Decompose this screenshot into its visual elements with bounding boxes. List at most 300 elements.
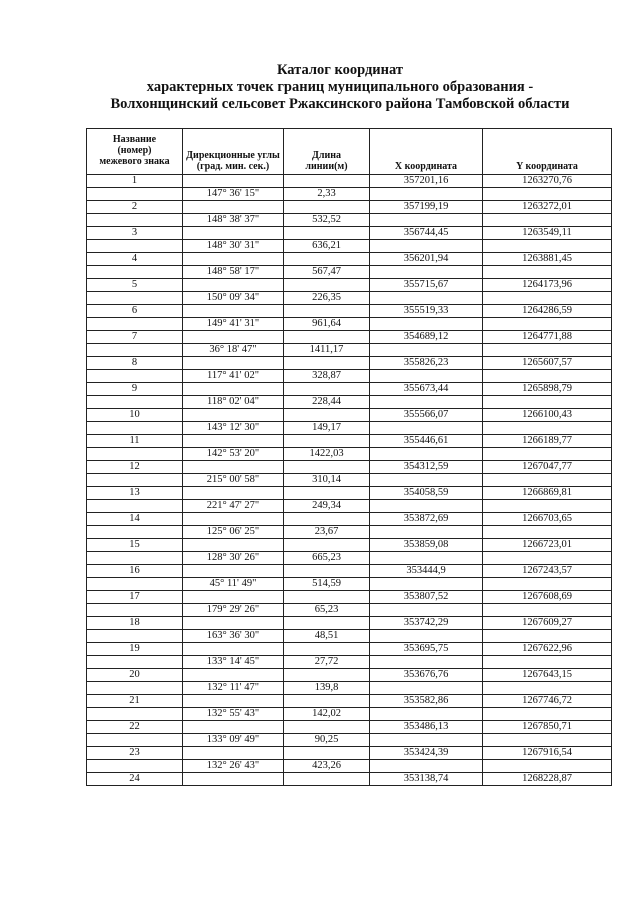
- table-row-segment: [87, 604, 612, 617]
- bearing-cell: 143° 12' 30": [183, 422, 284, 435]
- empty-bearing-cell: [183, 487, 284, 500]
- bearing-cell: 128° 30' 26": [183, 552, 284, 565]
- table-row-point: [87, 435, 612, 448]
- y-coordinate-cell: 1263272,01: [483, 201, 612, 214]
- empty-x-cell: [370, 448, 483, 461]
- bearing-cell: 179° 29' 26": [183, 604, 284, 617]
- empty-x-cell: [370, 604, 483, 617]
- table-row-segment: [87, 318, 612, 331]
- empty-length-cell: [284, 305, 370, 318]
- table-row-segment: [87, 526, 612, 539]
- empty-name-cell: [87, 396, 183, 409]
- table-row-segment: [87, 448, 612, 461]
- bearing-cell: 45° 11' 49": [183, 578, 284, 591]
- empty-x-cell: [370, 292, 483, 305]
- length-cell: 149,17: [284, 422, 370, 435]
- table-header-row: [87, 129, 612, 175]
- empty-length-cell: [284, 643, 370, 656]
- bearing-cell: 36° 18' 47": [183, 344, 284, 357]
- coordinates-table: [86, 128, 612, 786]
- header-point-name-line-2: (номер): [117, 145, 152, 156]
- table-row-segment: [87, 682, 612, 695]
- table-row-segment: [87, 240, 612, 253]
- x-coordinate-cell: 355566,07: [370, 409, 483, 422]
- y-coordinate-cell: 1265898,79: [483, 383, 612, 396]
- header-y-label: Y координата: [516, 161, 578, 172]
- table-row-point: [87, 487, 612, 500]
- length-cell: 532,52: [284, 214, 370, 227]
- table-row-point: [87, 773, 612, 786]
- empty-y-cell: [483, 344, 612, 357]
- bearing-cell: 118° 02' 04": [183, 396, 284, 409]
- table-row-segment: [87, 422, 612, 435]
- point-name-cell: 8: [87, 357, 183, 370]
- bearing-cell: 148° 38' 37": [183, 214, 284, 227]
- empty-length-cell: [284, 227, 370, 240]
- empty-name-cell: [87, 188, 183, 201]
- empty-x-cell: [370, 318, 483, 331]
- empty-length-cell: [284, 669, 370, 682]
- empty-length-cell: [284, 175, 370, 188]
- point-name-cell: 4: [87, 253, 183, 266]
- x-coordinate-cell: 355519,33: [370, 305, 483, 318]
- point-name-cell: 21: [87, 695, 183, 708]
- bearing-cell: 133° 09' 49": [183, 734, 284, 747]
- empty-x-cell: [370, 708, 483, 721]
- header-length-line-2: линии(м): [305, 161, 348, 172]
- x-coordinate-cell: 353424,39: [370, 747, 483, 760]
- table-row-point: [87, 253, 612, 266]
- length-cell: 48,51: [284, 630, 370, 643]
- empty-y-cell: [483, 214, 612, 227]
- empty-name-cell: [87, 578, 183, 591]
- point-name-cell: 19: [87, 643, 183, 656]
- bearing-cell: 132° 55' 43": [183, 708, 284, 721]
- empty-x-cell: [370, 474, 483, 487]
- empty-y-cell: [483, 318, 612, 331]
- x-coordinate-cell: 355715,67: [370, 279, 483, 292]
- empty-bearing-cell: [183, 305, 284, 318]
- header-point-name: [87, 129, 183, 175]
- point-name-cell: 22: [87, 721, 183, 734]
- empty-name-cell: [87, 708, 183, 721]
- table-row-point: [87, 695, 612, 708]
- bearing-cell: 117° 41' 02": [183, 370, 284, 383]
- header-y-coordinate: [483, 129, 612, 175]
- header-bearing-line-1: Дирекционные углы: [186, 150, 280, 161]
- empty-bearing-cell: [183, 227, 284, 240]
- y-coordinate-cell: 1264173,96: [483, 279, 612, 292]
- table-row-point: [87, 617, 612, 630]
- table-row-segment: [87, 760, 612, 773]
- table-row-segment: [87, 214, 612, 227]
- length-cell: 665,23: [284, 552, 370, 565]
- table-row-point: [87, 331, 612, 344]
- empty-length-cell: [284, 487, 370, 500]
- bearing-cell: 150° 09' 34": [183, 292, 284, 305]
- length-cell: 636,21: [284, 240, 370, 253]
- point-name-cell: 17: [87, 591, 183, 604]
- point-name-cell: 14: [87, 513, 183, 526]
- y-coordinate-cell: 1267643,15: [483, 669, 612, 682]
- length-cell: 2,33: [284, 188, 370, 201]
- length-cell: 139,8: [284, 682, 370, 695]
- y-coordinate-cell: 1266100,43: [483, 409, 612, 422]
- table-row-segment: [87, 344, 612, 357]
- empty-bearing-cell: [183, 773, 284, 786]
- point-name-cell: 9: [87, 383, 183, 396]
- table-row-point: [87, 305, 612, 318]
- empty-x-cell: [370, 396, 483, 409]
- empty-y-cell: [483, 630, 612, 643]
- y-coordinate-cell: 1267047,77: [483, 461, 612, 474]
- empty-length-cell: [284, 331, 370, 344]
- empty-length-cell: [284, 565, 370, 578]
- header-point-name-line-1: Название: [112, 134, 157, 145]
- length-cell: 65,23: [284, 604, 370, 617]
- header-point-name-line-3: межевого знака: [99, 156, 170, 167]
- empty-bearing-cell: [183, 669, 284, 682]
- empty-bearing-cell: [183, 695, 284, 708]
- table-row-point: [87, 643, 612, 656]
- table-row-segment: [87, 396, 612, 409]
- table-row-segment: [87, 370, 612, 383]
- length-cell: 1411,17: [284, 344, 370, 357]
- table-row-segment: [87, 708, 612, 721]
- length-cell: 961,64: [284, 318, 370, 331]
- point-name-cell: 24: [87, 773, 183, 786]
- empty-bearing-cell: [183, 617, 284, 630]
- title-line-1: Каталог координат: [276, 62, 404, 78]
- bearing-cell: 221° 47' 27": [183, 500, 284, 513]
- empty-x-cell: [370, 578, 483, 591]
- empty-name-cell: [87, 682, 183, 695]
- empty-bearing-cell: [183, 383, 284, 396]
- empty-bearing-cell: [183, 201, 284, 214]
- empty-name-cell: [87, 448, 183, 461]
- empty-length-cell: [284, 253, 370, 266]
- empty-x-cell: [370, 266, 483, 279]
- bearing-cell: 142° 53' 20": [183, 448, 284, 461]
- length-cell: 310,14: [284, 474, 370, 487]
- point-name-cell: 12: [87, 461, 183, 474]
- empty-length-cell: [284, 617, 370, 630]
- empty-y-cell: [483, 526, 612, 539]
- x-coordinate-cell: 356201,94: [370, 253, 483, 266]
- point-name-cell: 1: [87, 175, 183, 188]
- bearing-cell: 132° 11' 47": [183, 682, 284, 695]
- empty-x-cell: [370, 500, 483, 513]
- empty-x-cell: [370, 214, 483, 227]
- empty-name-cell: [87, 760, 183, 773]
- table-row-point: [87, 721, 612, 734]
- y-coordinate-cell: 1268228,87: [483, 773, 612, 786]
- empty-bearing-cell: [183, 175, 284, 188]
- point-name-cell: 3: [87, 227, 183, 240]
- length-cell: 27,72: [284, 656, 370, 669]
- length-cell: 90,25: [284, 734, 370, 747]
- empty-bearing-cell: [183, 591, 284, 604]
- empty-name-cell: [87, 266, 183, 279]
- y-coordinate-cell: 1263881,45: [483, 253, 612, 266]
- y-coordinate-cell: 1266703,65: [483, 513, 612, 526]
- x-coordinate-cell: 353872,69: [370, 513, 483, 526]
- empty-x-cell: [370, 240, 483, 253]
- empty-length-cell: [284, 513, 370, 526]
- empty-y-cell: [483, 604, 612, 617]
- empty-y-cell: [483, 188, 612, 201]
- x-coordinate-cell: 353444,9: [370, 565, 483, 578]
- empty-name-cell: [87, 214, 183, 227]
- length-cell: 328,87: [284, 370, 370, 383]
- bearing-cell: 215° 00' 58": [183, 474, 284, 487]
- empty-length-cell: [284, 773, 370, 786]
- table-row-point: [87, 357, 612, 370]
- table-row-point: [87, 383, 612, 396]
- empty-y-cell: [483, 474, 612, 487]
- bearing-cell: 149° 41' 31": [183, 318, 284, 331]
- bearing-cell: 133° 14' 45": [183, 656, 284, 669]
- empty-y-cell: [483, 292, 612, 305]
- point-name-cell: 7: [87, 331, 183, 344]
- header-bearing: [183, 129, 284, 175]
- table-row-point: [87, 227, 612, 240]
- empty-name-cell: [87, 422, 183, 435]
- table-row-point: [87, 279, 612, 292]
- x-coordinate-cell: 355673,44: [370, 383, 483, 396]
- empty-name-cell: [87, 552, 183, 565]
- empty-bearing-cell: [183, 279, 284, 292]
- x-coordinate-cell: 354689,12: [370, 331, 483, 344]
- table-row-segment: [87, 500, 612, 513]
- x-coordinate-cell: 353859,08: [370, 539, 483, 552]
- table-row-point: [87, 201, 612, 214]
- bearing-cell: 147° 36' 15": [183, 188, 284, 201]
- empty-x-cell: [370, 422, 483, 435]
- empty-x-cell: [370, 526, 483, 539]
- bearing-cell: 163° 36' 30": [183, 630, 284, 643]
- empty-y-cell: [483, 708, 612, 721]
- table-row-point: [87, 591, 612, 604]
- table-row-point: [87, 539, 612, 552]
- y-coordinate-cell: 1266869,81: [483, 487, 612, 500]
- bearing-cell: 132° 26' 43": [183, 760, 284, 773]
- empty-name-cell: [87, 474, 183, 487]
- empty-x-cell: [370, 760, 483, 773]
- y-coordinate-cell: 1264771,88: [483, 331, 612, 344]
- point-name-cell: 5: [87, 279, 183, 292]
- empty-name-cell: [87, 370, 183, 383]
- empty-bearing-cell: [183, 565, 284, 578]
- empty-name-cell: [87, 292, 183, 305]
- length-cell: 1422,03: [284, 448, 370, 461]
- x-coordinate-cell: 353676,76: [370, 669, 483, 682]
- empty-x-cell: [370, 188, 483, 201]
- empty-name-cell: [87, 656, 183, 669]
- empty-bearing-cell: [183, 539, 284, 552]
- y-coordinate-cell: 1266189,77: [483, 435, 612, 448]
- title-line-3: Волхонщинский сельсовет Ржаксинского района Тамбовской области: [110, 96, 570, 112]
- empty-x-cell: [370, 656, 483, 669]
- empty-y-cell: [483, 682, 612, 695]
- y-coordinate-cell: 1265607,57: [483, 357, 612, 370]
- y-coordinate-cell: 1267608,69: [483, 591, 612, 604]
- empty-name-cell: [87, 734, 183, 747]
- empty-bearing-cell: [183, 357, 284, 370]
- x-coordinate-cell: 353486,13: [370, 721, 483, 734]
- table-row-segment: [87, 188, 612, 201]
- table-body: [87, 175, 612, 786]
- point-name-cell: 2: [87, 201, 183, 214]
- length-cell: 23,67: [284, 526, 370, 539]
- empty-y-cell: [483, 240, 612, 253]
- x-coordinate-cell: 353695,75: [370, 643, 483, 656]
- empty-x-cell: [370, 552, 483, 565]
- length-cell: 226,35: [284, 292, 370, 305]
- header-length-line-1: Длина: [311, 150, 341, 161]
- empty-x-cell: [370, 682, 483, 695]
- empty-bearing-cell: [183, 747, 284, 760]
- length-cell: 423,26: [284, 760, 370, 773]
- empty-bearing-cell: [183, 409, 284, 422]
- y-coordinate-cell: 1267850,71: [483, 721, 612, 734]
- empty-y-cell: [483, 370, 612, 383]
- point-name-cell: 20: [87, 669, 183, 682]
- empty-y-cell: [483, 500, 612, 513]
- table-row-point: [87, 513, 612, 526]
- header-bearing-line-2: (град. мин. сек.): [196, 161, 270, 172]
- point-name-cell: 10: [87, 409, 183, 422]
- empty-y-cell: [483, 448, 612, 461]
- point-name-cell: 13: [87, 487, 183, 500]
- y-coordinate-cell: 1266723,01: [483, 539, 612, 552]
- table-row-segment: [87, 656, 612, 669]
- x-coordinate-cell: 357199,19: [370, 201, 483, 214]
- table-row-point: [87, 409, 612, 422]
- empty-name-cell: [87, 344, 183, 357]
- empty-length-cell: [284, 201, 370, 214]
- length-cell: 514,59: [284, 578, 370, 591]
- point-name-cell: 18: [87, 617, 183, 630]
- table-row-segment: [87, 266, 612, 279]
- x-coordinate-cell: 355446,61: [370, 435, 483, 448]
- document-title: [60, 62, 620, 113]
- bearing-cell: 125° 06' 25": [183, 526, 284, 539]
- x-coordinate-cell: 354058,59: [370, 487, 483, 500]
- empty-x-cell: [370, 370, 483, 383]
- empty-name-cell: [87, 318, 183, 331]
- y-coordinate-cell: 1267243,57: [483, 565, 612, 578]
- empty-y-cell: [483, 734, 612, 747]
- point-name-cell: 11: [87, 435, 183, 448]
- table-row-segment: [87, 474, 612, 487]
- x-coordinate-cell: 354312,59: [370, 461, 483, 474]
- y-coordinate-cell: 1267746,72: [483, 695, 612, 708]
- length-cell: 249,34: [284, 500, 370, 513]
- x-coordinate-cell: 357201,16: [370, 175, 483, 188]
- point-name-cell: 6: [87, 305, 183, 318]
- empty-length-cell: [284, 747, 370, 760]
- point-name-cell: 16: [87, 565, 183, 578]
- empty-length-cell: [284, 357, 370, 370]
- empty-length-cell: [284, 409, 370, 422]
- empty-y-cell: [483, 422, 612, 435]
- table-row-point: [87, 747, 612, 760]
- empty-length-cell: [284, 539, 370, 552]
- empty-length-cell: [284, 279, 370, 292]
- table-row-segment: [87, 578, 612, 591]
- empty-name-cell: [87, 240, 183, 253]
- empty-y-cell: [483, 760, 612, 773]
- x-coordinate-cell: 356744,45: [370, 227, 483, 240]
- empty-bearing-cell: [183, 461, 284, 474]
- table-row-segment: [87, 630, 612, 643]
- table-row-segment: [87, 734, 612, 747]
- empty-name-cell: [87, 526, 183, 539]
- empty-length-cell: [284, 591, 370, 604]
- empty-y-cell: [483, 656, 612, 669]
- header-length: [284, 129, 370, 175]
- empty-x-cell: [370, 734, 483, 747]
- x-coordinate-cell: 353742,29: [370, 617, 483, 630]
- table-row-point: [87, 461, 612, 474]
- x-coordinate-cell: 355826,23: [370, 357, 483, 370]
- empty-y-cell: [483, 578, 612, 591]
- y-coordinate-cell: 1263549,11: [483, 227, 612, 240]
- length-cell: 142,02: [284, 708, 370, 721]
- y-coordinate-cell: 1267622,96: [483, 643, 612, 656]
- bearing-cell: 148° 58' 17": [183, 266, 284, 279]
- table-row-segment: [87, 292, 612, 305]
- x-coordinate-cell: 353807,52: [370, 591, 483, 604]
- point-name-cell: 23: [87, 747, 183, 760]
- empty-y-cell: [483, 552, 612, 565]
- y-coordinate-cell: 1267916,54: [483, 747, 612, 760]
- empty-y-cell: [483, 396, 612, 409]
- empty-name-cell: [87, 604, 183, 617]
- bearing-cell: 148° 30' 31": [183, 240, 284, 253]
- empty-length-cell: [284, 695, 370, 708]
- header-x-coordinate: [370, 129, 483, 175]
- table-row-segment: [87, 552, 612, 565]
- empty-y-cell: [483, 266, 612, 279]
- y-coordinate-cell: 1267609,27: [483, 617, 612, 630]
- empty-x-cell: [370, 630, 483, 643]
- x-coordinate-cell: 353138,74: [370, 773, 483, 786]
- length-cell: 228,44: [284, 396, 370, 409]
- table-row-point: [87, 565, 612, 578]
- empty-x-cell: [370, 344, 483, 357]
- empty-length-cell: [284, 383, 370, 396]
- header-x-label: X координата: [394, 161, 458, 172]
- empty-bearing-cell: [183, 643, 284, 656]
- empty-bearing-cell: [183, 721, 284, 734]
- empty-bearing-cell: [183, 331, 284, 344]
- empty-bearing-cell: [183, 253, 284, 266]
- empty-bearing-cell: [183, 513, 284, 526]
- table-row-point: [87, 175, 612, 188]
- y-coordinate-cell: 1264286,59: [483, 305, 612, 318]
- table-row-point: [87, 669, 612, 682]
- empty-length-cell: [284, 461, 370, 474]
- empty-name-cell: [87, 500, 183, 513]
- point-name-cell: 15: [87, 539, 183, 552]
- empty-bearing-cell: [183, 435, 284, 448]
- empty-name-cell: [87, 630, 183, 643]
- title-line-2: характерных точек границ муниципального образования -: [146, 79, 534, 95]
- empty-length-cell: [284, 435, 370, 448]
- empty-length-cell: [284, 721, 370, 734]
